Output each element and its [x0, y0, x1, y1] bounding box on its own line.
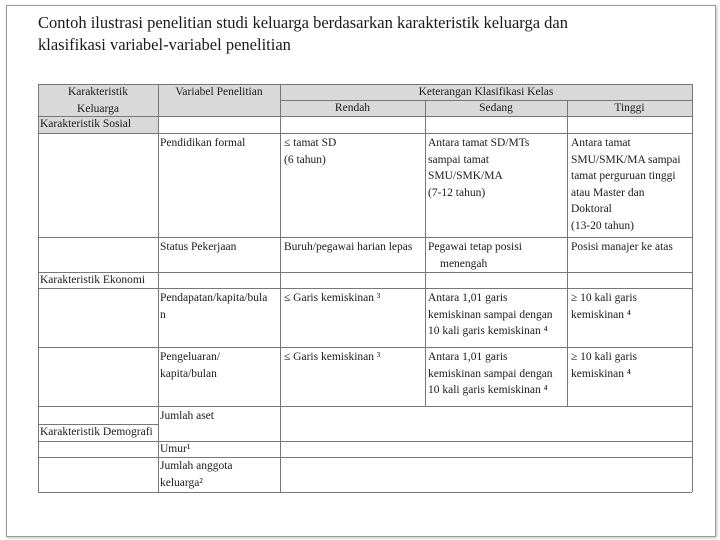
header-sedang: Sedang — [479, 102, 513, 114]
pengeluaran-sedang: Antara 1,01 garis kemiskinan sampai dengan 10 kali garis kemiskinan ⁴ — [428, 351, 553, 396]
var-pendidikan: Pendidikan formal — [160, 137, 246, 149]
pendidikan-tinggi: Antara tamat SMU/SMK/MA sampai tamat perguruan tinggi atau Master dan Doktoral (13-20 tahun) — [571, 137, 681, 232]
var-pendapatan: Pendapatan/kapita/bula n — [160, 292, 268, 321]
header-variabel: Variabel Penelitian — [175, 86, 263, 98]
pekerjaan-sedang: Pegawai tetap posisi menengah — [428, 241, 522, 270]
title-line-1: Contoh ilustrasi penelitian studi keluarga berdasarkan karakteristik keluarga dan — [38, 13, 568, 32]
pendapatan-rendah: ≤ Garis kemiskinan ³ — [284, 292, 381, 304]
section-sosial: Karakteristik Sosial — [40, 118, 132, 130]
slide-title — [38, 12, 688, 56]
title-line-2: klasifikasi variabel-variabel penelitian — [38, 35, 291, 54]
var-anggota: Jumlah anggota keluarga² — [160, 460, 233, 489]
pendapatan-sedang: Antara 1,01 garis kemiskinan sampai dengan 10 kali garis kemiskinan ⁴ — [428, 292, 553, 337]
pengeluaran-tinggi: ≥ 10 kali garis kemiskinan ⁴ — [571, 351, 638, 380]
var-pengeluaran: Pengeluaran/ kapita/bulan — [160, 351, 221, 380]
header-tinggi: Tinggi — [614, 102, 645, 114]
var-pekerjaan: Status Pekerjaan — [160, 241, 237, 253]
var-aset: Jumlah aset — [160, 410, 214, 422]
header-rendah: Rendah — [334, 102, 371, 114]
var-umur: Umur¹ — [160, 443, 191, 455]
pengeluaran-rendah: ≤ Garis kemiskinan ³ — [284, 351, 381, 363]
pekerjaan-rendah: Buruh/pegawai harian lepas — [284, 241, 413, 253]
pendapatan-tinggi: ≥ 10 kali garis kemiskinan ⁴ — [571, 292, 638, 321]
section-ekonomi: Karakteristik Ekonomi — [40, 274, 146, 286]
pendidikan-sedang: Antara tamat SD/MTs sampai tamat SMU/SMK/MA (7-12 tahun) — [428, 137, 530, 199]
pekerjaan-tinggi: Posisi manajer ke atas — [571, 241, 673, 253]
pendidikan-rendah: ≤ tamat SD (6 tahun) — [284, 137, 337, 166]
section-demografi: Karakteristik Demografi — [40, 426, 153, 438]
header-karakteristik: Karakteristik Keluarga — [67, 86, 129, 115]
header-keterangan: Keterangan Klasifikasi Kelas — [418, 86, 554, 98]
